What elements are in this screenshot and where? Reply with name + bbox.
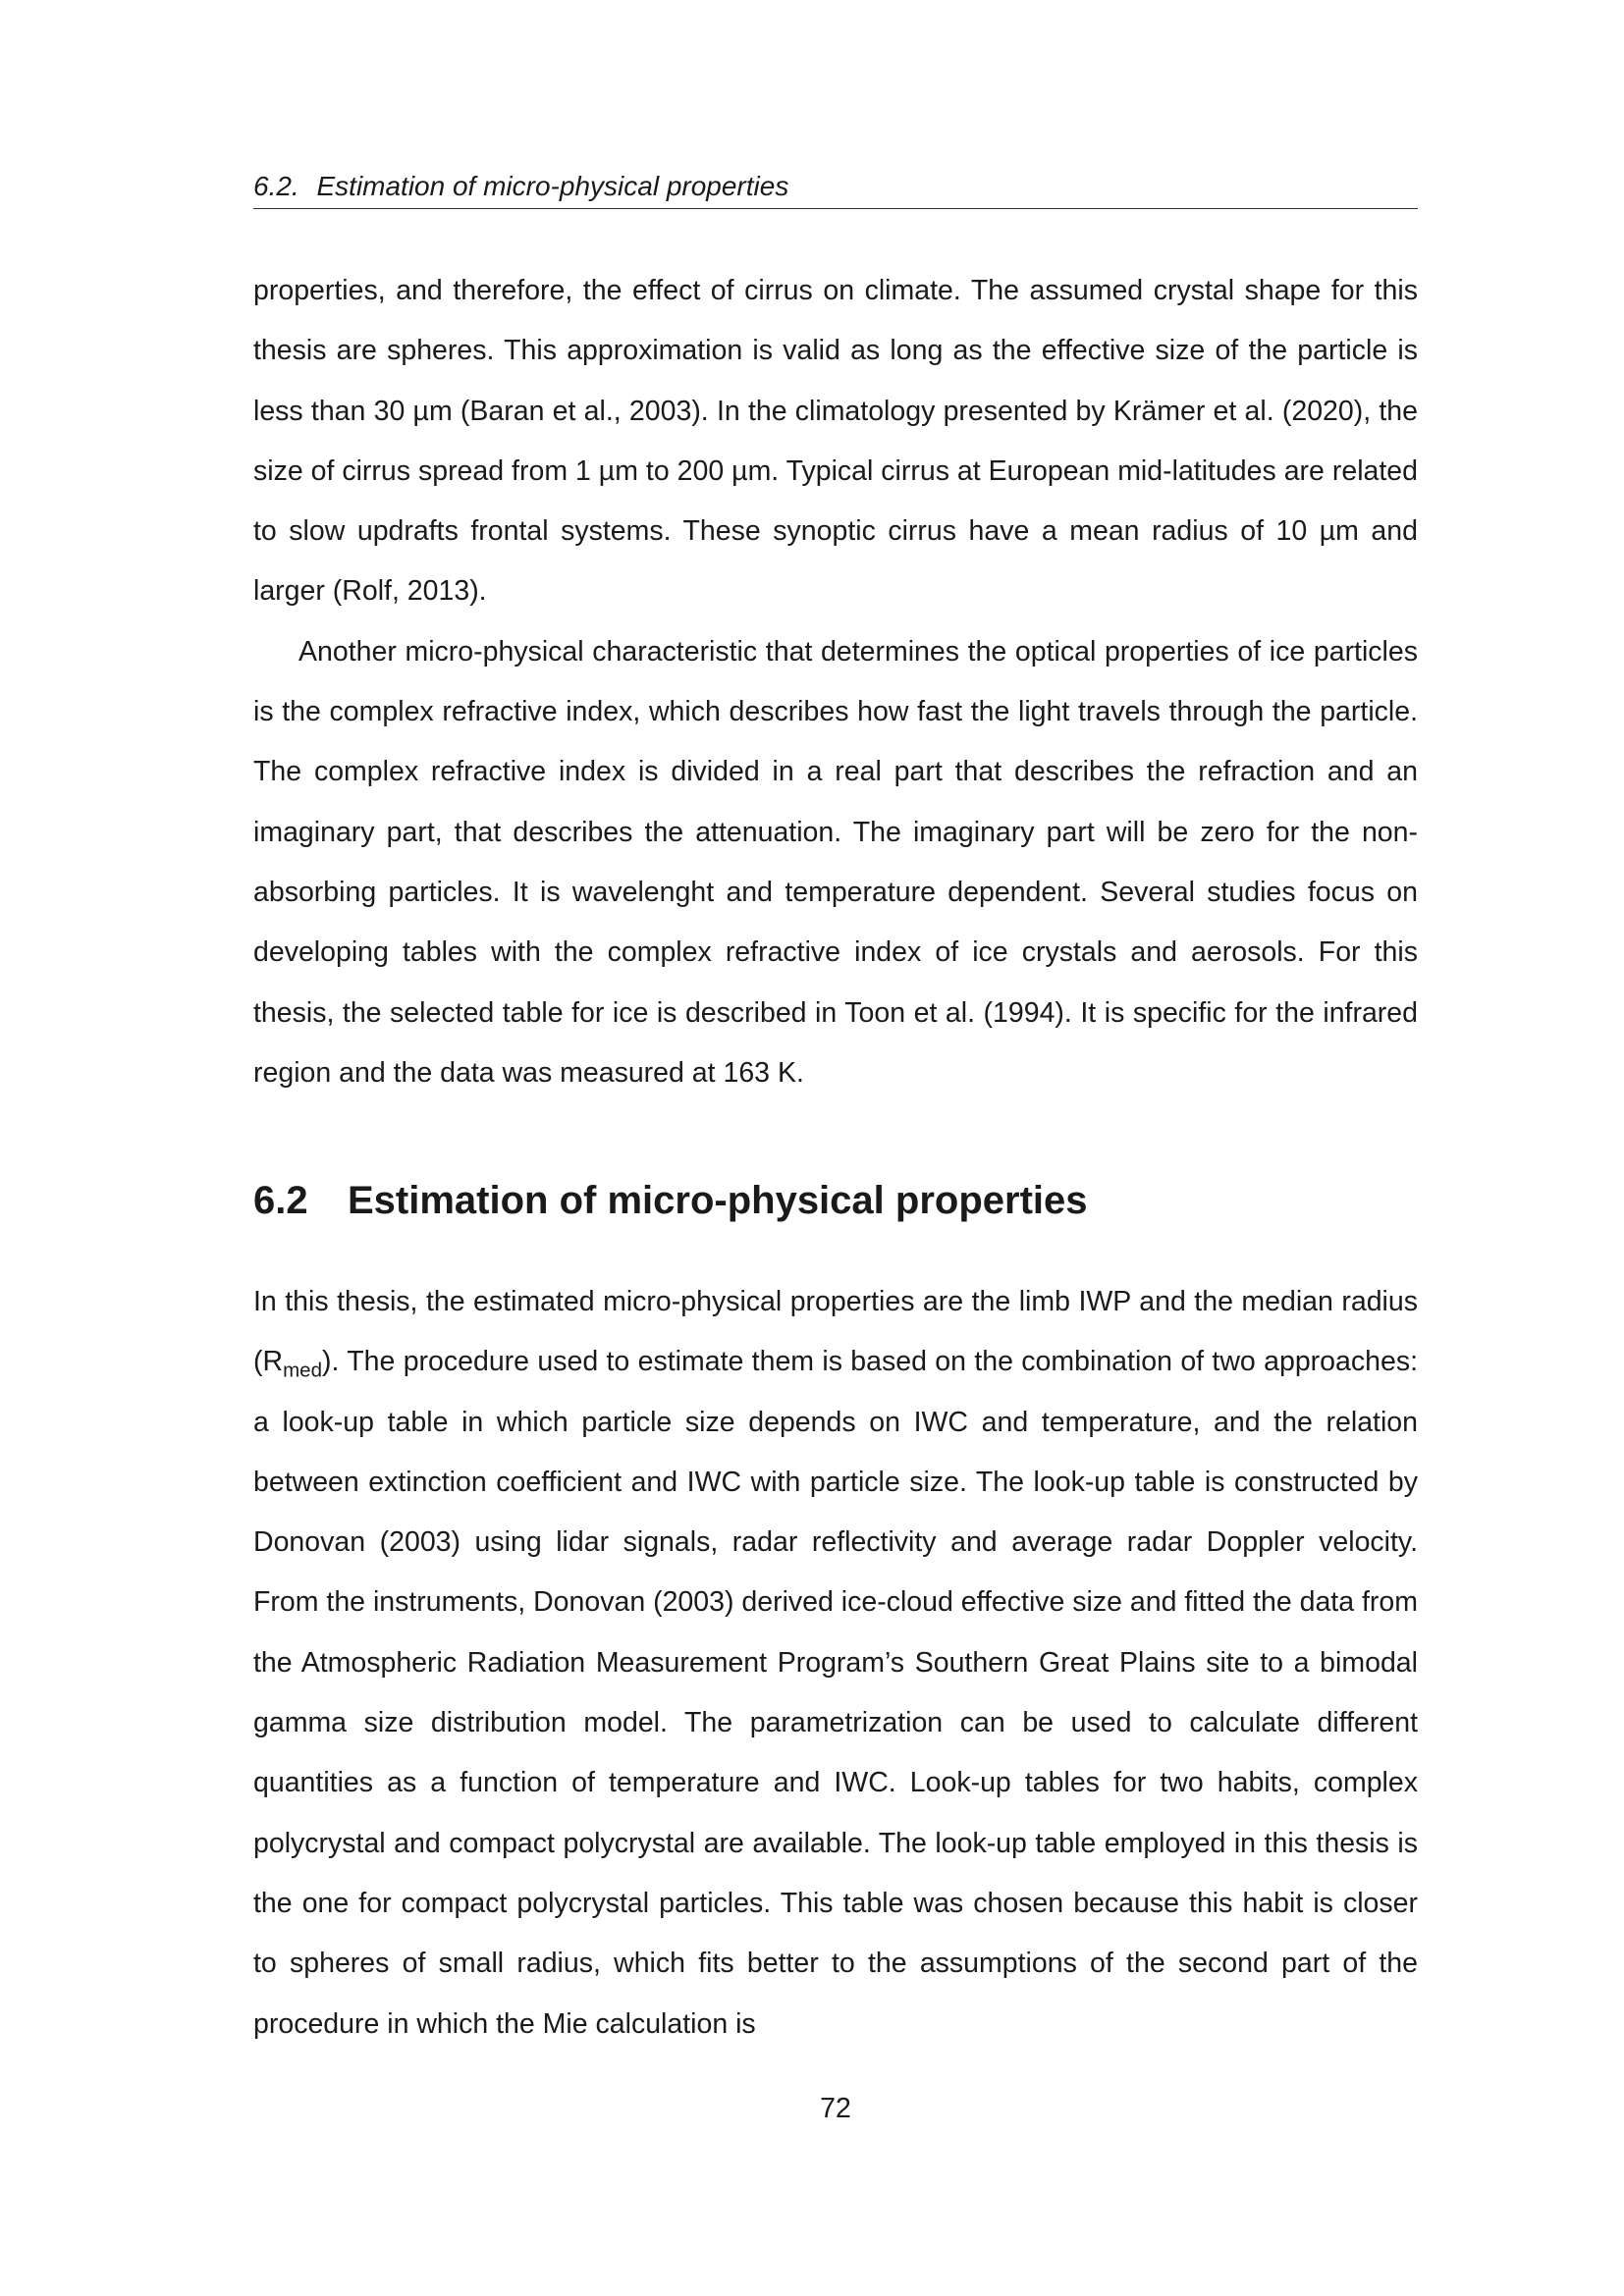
section-number: 6.2 (253, 1179, 308, 1222)
section-title: Estimation of micro-physical properties (348, 1179, 1088, 1222)
section-text (253, 1272, 1418, 2055)
paragraph-estimation-procedure (253, 1272, 1418, 2055)
running-header (253, 167, 1418, 209)
paragraph-text-start: In this thesis, the estimated micro-physical properties are the limb IWP and the median radius (R (253, 1286, 1418, 1378)
section-heading (253, 1171, 1418, 1230)
intro-text (253, 261, 1418, 1103)
header-section-number: 6.2. (253, 171, 299, 201)
page-number: 72 (820, 2093, 851, 2124)
paragraph-text-continued: ). The procedure used to estimate them is based on the combination of two approaches: a look-up table in which particle size depends on IWC and temperature, and the relation between extinction coefficient and IWC with particle size. The look-up table is constructed by Donovan (2003) using lidar signals, radar reflectivity and average radar Doppler velocity. From the instruments, Donovan (2003) derived ice-cloud effective size and fitted the data from the Atmospheric Radiation Measurement Program’s Southern Great Plains site to a bimodal gamma size distribution model. The parametrization can be used to calculate different quantities as a function of temperature and IWC. Look-up tables for two habits, complex polycrystal and compact polycrystal are available. The look-up table employed in this thesis is the one for compact polycrystal particles. This table was chosen because this habit is closer to spheres of small radius, which fits better to the assumptions of the second part of the procedure in which the Mie calculation is (253, 1346, 1418, 2040)
paragraph-crystal-shape: properties, and therefore, the effect of cirrus on climate. The assumed crystal shape for this thesis are spheres. This approximation is valid as long as the effective size of the particle is less than 30 µm (Baran et al., 2003). In the climatology presented by Krämer et al. (2020), the size of cirrus spread from 1 µm to 200 µm. Typical cirrus at European mid-latitudes are related to slow updrafts frontal systems. These synoptic cirrus have a mean radius of 10 µm and larger (Rolf, 2013). (253, 275, 1418, 608)
paragraph-refractive-index: Another micro-physical characteristic that determines the optical properties of ice particles is the complex refractive index, which describes how fast the light travels through the particle. The complex refractive index is divided in a real part that describes the refraction and an imaginary part, that describes the attenuation. The imaginary part will be zero for the non-absorbing particles. It is wavelenght and temperature dependent. Several studies focus on developing tables with the complex refractive index of ice crystals and aerosols. For this thesis, the selected table for ice is described in Toon et al. (1994). It is specific for the infrared region and the data was measured at 163 K. (253, 635, 1418, 1089)
median-radius-subscript: med (283, 1359, 322, 1382)
header-section-title: Estimation of micro-physical properties (316, 171, 789, 201)
